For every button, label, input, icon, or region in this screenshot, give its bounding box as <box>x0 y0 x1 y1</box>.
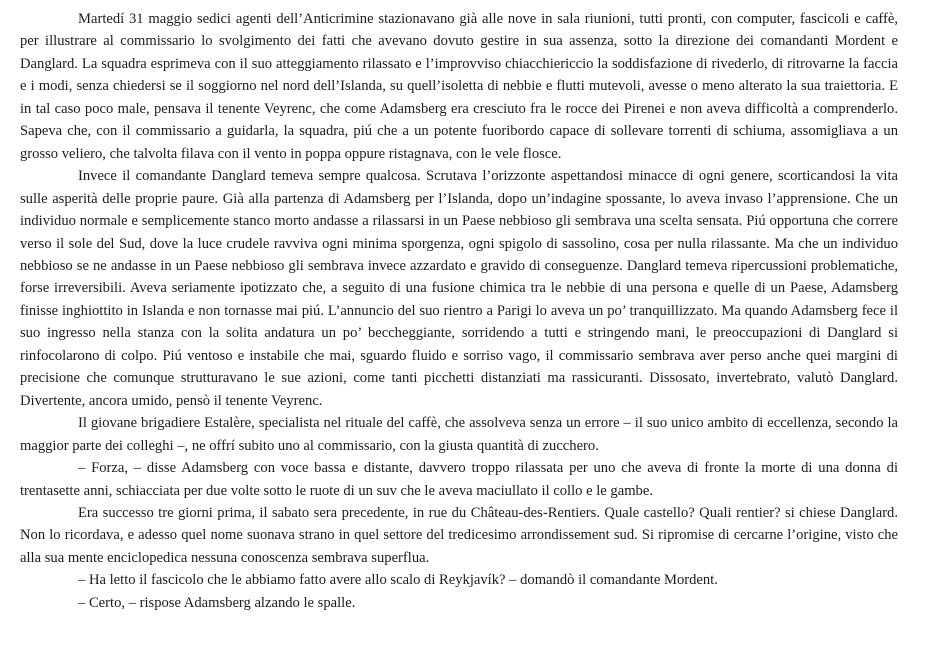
document-page <box>20 0 898 614</box>
paragraph-4-dialogue: – Forza, – disse Adamsberg con voce bassa e distante, davvero troppo rilassata per uno che aveva di fronte la morte di una donna di trentasette anni, schiacciata per due volte sotto le ruote di un suv che le aveva maciullato il collo e le gambe. <box>20 460 898 499</box>
paragraph-6-dialogue: – Ha letto il fascicolo che le abbiamo fatto avere allo scalo di Reykjavík? – domandò il comandante Mordent. <box>78 572 718 589</box>
paragraph-1: Martedí 31 maggio sedici agenti dell’Anticrimine stazionavano già alle nove in sala riunioni, tutti pronti, con computer, fascicoli e caffè, per illustrare al commissario lo svolgimento dei fatti che avevano dovuto gestire in sua assenza, sotto la direzione dei comandanti Mordent e Danglard. La squadra esprimeva con il suo atteggiamento rilassato e l’improvviso chiacchiericcio la soddisfazione di rivederlo, di ritrovarne la faccia e i modi, senza chiedersi se il soggiorno nel nord dell’Islanda, su quell’isoletta di nebbie e flutti mutevoli, avesse o meno alterato la sua traiettoria. E in tal caso poco male, pensava il tenente Veyrenc, che come Adamsberg era cresciuto fra le rocce dei Pirenei e non aveva difficoltà a comprenderlo. Sapeva che, con il commissario a guidarla, la squadra, piú che a un potente fuoribordo capace di sollevare torrenti di schiuma, assomigliava a un grosso veliero, che talvolta filava con il vento in poppa oppure ristagnava, con le vele flosce. <box>20 11 898 162</box>
paragraph-7-dialogue: – Certo, – rispose Adamsberg alzando le spalle. <box>78 594 356 611</box>
paragraph-3: Il giovane brigadiere Estalère, specialista nel rituale del caffè, che assolveva senza un errore – il suo unico ambito di eccellenza, secondo la maggior parte dei colleghi –, ne offrí subito uno al commissario, con la giusta quantità di zucchero. <box>20 415 898 454</box>
paragraph-5: Era successo tre giorni prima, il sabato sera precedente, in rue du Château-des-Rentiers. Quale castello? Quali rentier? si chiese Danglard. Non lo ricordava, e adesso quel nome suonava strano in quel settore del tredicesimo arrondissement sud. Si ripromise di cercarne l’origine, visto che alla sua mente enciclopedica nessuna conoscenza sembrava superflua. <box>20 504 898 566</box>
paragraph-2: Invece il comandante Danglard temeva sempre qualcosa. Scrutava l’orizzonte aspettandosi minacce di ogni genere, scorticandosi la vita sulle asperità delle proprie paure. Già alla partenza di Adamsberg per l’Islanda, dopo un’indagine spossante, lo aveva invaso l’apprensione. Che un individuo normale e semplicemente stanco morto andasse a rilassarsi in un Paese nebbioso gli sembrava una scelta sensata. Piú opportuna che correre verso il sole del Sud, dove la luce crudele ravviva ogni minima sporgenza, ogni spigolo di sassolino, cosa per nulla rilassante. Ma che un individuo nebbioso se ne andasse in un Paese nebbioso gli sembrava invece azzardato e gravido di conseguenze. Danglard temeva ripercussioni problematiche, forse irreversibili. Aveva seriamente ipotizzato che, a seguito di una fusione chimica tra le nebbie di una persona e quelle di un Paese, Adamsberg finisse inghiottito in Islanda e non tornasse mai piú. L’annuncio del suo rientro a Parigi lo aveva un po’ tranquillizzato. Ma quando Adamsberg fece il suo ingresso nella stanza con la solita andatura un po’ beccheggiante, sorridendo a tutti e stringendo mani, le preoccupazioni di Danglard si rinfocolarono di colpo. Piú ventoso e instabile che mai, sguardo fluido e sorriso vago, il commissario sembrava aver perso anche quei margini di precisione che comunque strutturavano le sue azioni, come tanti picchetti distanziati ma rassicuranti. Dissosato, invertebrato, valutò Danglard. Divertente, ancora umido, pensò il tenente Veyrenc. <box>20 168 898 409</box>
